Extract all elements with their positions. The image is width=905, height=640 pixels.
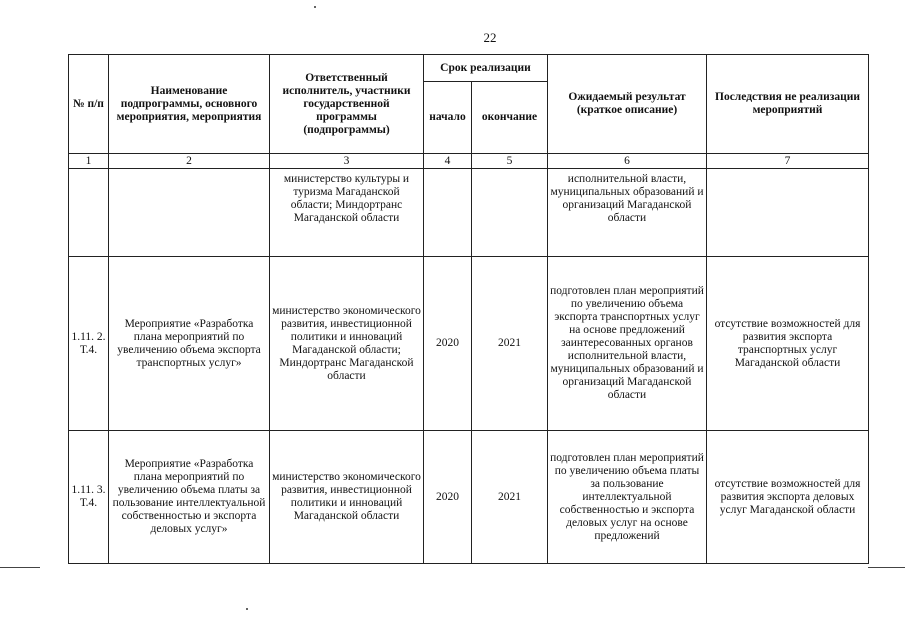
scan-edge-line-left [0,567,40,568]
row-name: Мероприятие «Разработка плана мероприятий по увеличению объема экспорта транспортных услуг» [109,257,270,431]
column-number: 3 [270,154,424,169]
column-number-row [69,154,869,169]
row-consequence: отсутствие возможностей для развития экспорта транспортных услуг Магаданской области [707,257,869,431]
header-executor: Ответственный исполнитель, участники государственной программы (подпрограммы) [270,55,424,154]
header-consequence: Последствия не реализации мероприятий [707,55,869,154]
row-consequence: отсутствие возможностей для развития экспорта деловых услуг Магаданской области [707,431,869,564]
table-row [69,257,869,431]
header-name: Наименование подпрограммы, основного мероприятия, мероприятия [109,55,270,154]
row-number: 1.11. 2. Т.4. [69,257,109,431]
row-start: 2020 [424,431,472,564]
scan-edge-line-right [868,567,905,568]
row-consequence [707,169,869,257]
column-number: 2 [109,154,270,169]
row-executor: министерство экономического развития, инвестиционной политики и инноваций Магаданской области [270,431,424,564]
row-start [424,169,472,257]
row-end: 2021 [472,257,548,431]
scan-speck [314,6,316,8]
column-number: 7 [707,154,869,169]
row-result: подготовлен план мероприятий по увеличению объема экспорта транспортных услуг на основе предложений заинтересованных органов исполнительной власти, муниципальных образований и организаций Магаданской области [548,257,707,431]
column-number: 4 [424,154,472,169]
scan-speck [246,608,248,610]
column-number: 5 [472,154,548,169]
row-end [472,169,548,257]
row-executor: министерство экономического развития, инвестиционной политики и инноваций Магаданской области; Миндортранс Магаданской области [270,257,424,431]
row-number: 1.11. 3. Т.4. [69,431,109,564]
row-end: 2021 [472,431,548,564]
header-end: окончание [472,82,548,154]
table-row [69,169,869,257]
row-name: Мероприятие «Разработка плана мероприятий по увеличению объема платы за пользование интеллектуальной собственностью и экспорта деловых услуг» [109,431,270,564]
page-number: 22 [483,30,497,45]
header-start: начало [424,82,472,154]
program-table [68,54,869,564]
header-period: Срок реализации [424,55,548,82]
column-number: 6 [548,154,707,169]
column-number: 1 [69,154,109,169]
row-number [69,169,109,257]
header-row-1 [69,55,869,82]
row-result: подготовлен план мероприятий по увеличению объема платы за пользование интеллектуальной собственностью и экспорта деловых услуг на основе предложений [548,431,707,564]
header-number: № п/п [69,55,109,154]
row-executor: министерство культуры и туризма Магаданской области; Миндортранс Магаданской области [270,169,424,257]
row-start: 2020 [424,257,472,431]
row-result: исполнительной власти, муниципальных образований и организаций Магаданской области [548,169,707,257]
row-name [109,169,270,257]
table-row [69,431,869,564]
header-result: Ожидаемый результат (краткое описание) [548,55,707,154]
